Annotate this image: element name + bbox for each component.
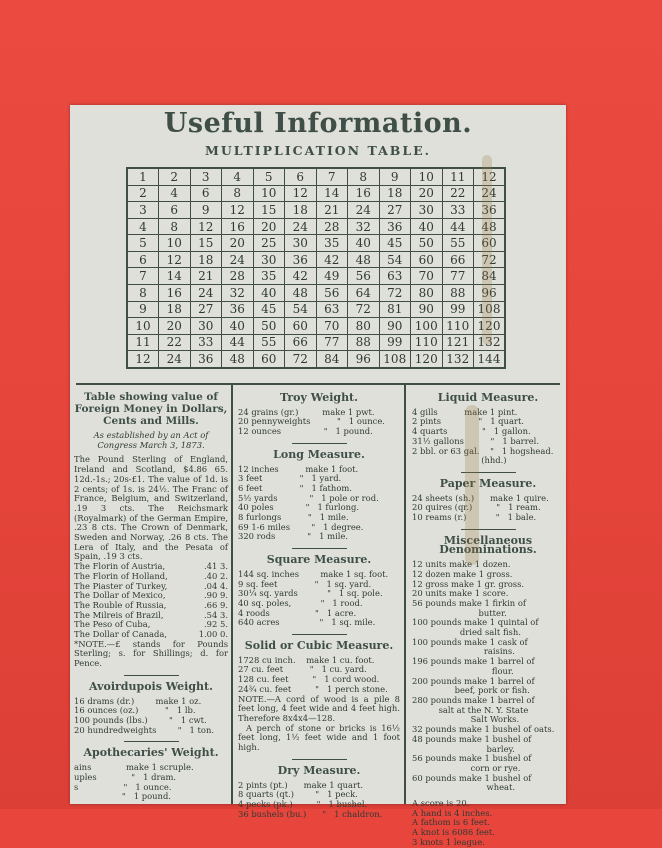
table-cell: 27: [190, 301, 222, 318]
table-row: [127, 334, 505, 351]
list-item: 20 hundredweights " 1 ton.: [74, 724, 214, 735]
table-cell: 20: [411, 185, 443, 202]
list-item: 10 reams (r.) " 1 bale.: [412, 512, 537, 523]
table-cell: 12: [159, 251, 191, 268]
table-cell: 2: [159, 168, 191, 185]
list-item: 3 feet " 1 yard.: [238, 473, 342, 484]
page-title: Useful Information.: [163, 108, 473, 139]
list-item: 56 pounds make 1 bushel of: [412, 753, 532, 764]
table-cell: 81: [379, 301, 411, 318]
table-row: [127, 268, 505, 285]
column-divider: [404, 385, 406, 804]
currency-name: The Piaster of Turkey,: [74, 580, 168, 591]
table-cell: 5: [127, 235, 159, 252]
table-cell: 18: [159, 301, 191, 318]
table-cell: 120: [411, 351, 443, 368]
list-item: " 1 pound.: [74, 791, 171, 802]
list-item: 100 pounds (lbs.) " 1 cwt.: [74, 714, 207, 725]
list-item: 1728 cu inch. make 1 cu. foot.: [238, 654, 375, 665]
list-item: 12 units make 1 dozen.: [412, 559, 511, 570]
table-cell: 10: [411, 168, 443, 185]
table-cell: 42: [285, 268, 317, 285]
table-cell: 36: [379, 218, 411, 235]
list-item: 4 roods " 1 acre.: [238, 607, 357, 618]
table-cell: 35: [316, 235, 348, 252]
list-item: raisins.: [412, 646, 515, 657]
list-item: 200 pounds make 1 barrel of: [412, 675, 535, 686]
list-item: 128 cu. feet " 1 cord wood.: [238, 674, 380, 685]
table-cell: 50: [411, 235, 443, 252]
table-cell: 22: [159, 334, 191, 351]
table-cell: 84: [474, 268, 506, 285]
table-cell: 45: [253, 301, 285, 318]
currency-value: .54 3.: [204, 609, 228, 620]
money-column: [74, 389, 228, 802]
list-item: 640 acres " 1 sq. mile.: [238, 617, 376, 628]
table-cell: 14: [316, 185, 348, 202]
table-cell: 80: [348, 318, 380, 335]
divider: [124, 675, 179, 676]
table-cell: 9: [190, 202, 222, 219]
money-act-line: As established by an Act of Congress March 3, 1873.: [93, 430, 209, 450]
currency-value: .41 3.: [204, 561, 228, 572]
troy-rows: [238, 408, 400, 437]
list-item: beef, pork or fish.: [412, 685, 530, 696]
table-cell: 32: [222, 285, 254, 302]
column-divider: [231, 385, 233, 804]
list-item: barley.: [412, 743, 515, 754]
liquid-measure-heading: Liquid Measure.: [437, 391, 539, 404]
table-cell: 8: [127, 285, 159, 302]
list-item: 16 ounces (oz.) " 1 lb.: [74, 705, 196, 716]
table-cell: 10: [253, 185, 285, 202]
table-row: [127, 285, 505, 302]
table-cell: 25: [253, 235, 285, 252]
table-cell: 24: [348, 202, 380, 219]
list-item: s " 1 ounce.: [74, 781, 172, 792]
table-cell: 36: [474, 202, 506, 219]
table-cell: 12: [474, 168, 506, 185]
table-cell: 60: [285, 318, 317, 335]
table-cell: 28: [316, 218, 348, 235]
table-cell: 33: [442, 202, 474, 219]
table-cell: 55: [253, 334, 285, 351]
table-cell: 4: [127, 218, 159, 235]
list-item: 4 gills make 1 pint.: [412, 406, 518, 417]
table-cell: 3: [190, 168, 222, 185]
apothecaries-rows: [74, 763, 228, 802]
table-row: [127, 301, 505, 318]
table-cell: 72: [285, 351, 317, 368]
table-cell: 40: [411, 218, 443, 235]
table-cell: 66: [285, 334, 317, 351]
table-cell: 36: [190, 351, 222, 368]
table-cell: 20: [253, 218, 285, 235]
table-cell: 21: [316, 202, 348, 219]
list-item: 40 poles " 1 furlong.: [238, 502, 360, 513]
list-item: A fathom is 6 feet.: [412, 817, 490, 828]
table-cell: 99: [442, 301, 474, 318]
divider: [292, 443, 347, 444]
table-cell: 64: [348, 285, 380, 302]
multiplication-table: [126, 167, 506, 369]
table-cell: 6: [285, 168, 317, 185]
table-cell: 60: [411, 251, 443, 268]
table-cell: 24: [285, 218, 317, 235]
misc-rows: [412, 560, 564, 793]
table-cell: 120: [474, 318, 506, 335]
list-item: A score is 20.: [412, 798, 470, 809]
table-cell: 84: [316, 351, 348, 368]
table-cell: 16: [222, 218, 254, 235]
list-item: dried salt fish.: [412, 627, 521, 638]
table-cell: 60: [474, 235, 506, 252]
list-item: 20 quires (qr.) " 1 ream.: [412, 502, 541, 513]
list-item: 12 inches make 1 foot.: [238, 463, 359, 474]
list-item: 24¾ cu. feet " 1 perch stone.: [238, 683, 388, 694]
list-item: 69 1-6 miles " 1 degree.: [238, 521, 364, 532]
table-row: [127, 318, 505, 335]
currency-value: .90 9.: [204, 590, 228, 601]
table-cell: 35: [253, 268, 285, 285]
table-cell: 24: [222, 251, 254, 268]
table-cell: 4: [222, 168, 254, 185]
paper-measure-rows: [412, 494, 564, 523]
list-item: salt at the N. Y. State: [412, 704, 529, 715]
table-cell: 7: [127, 268, 159, 285]
section-divider: [76, 383, 560, 385]
table-cell: 9: [379, 168, 411, 185]
table-cell: 48: [348, 251, 380, 268]
table-cell: 6: [190, 185, 222, 202]
table-cell: 18: [379, 185, 411, 202]
avoirdupois-heading: Avoirdupois Weight.: [89, 679, 213, 693]
list-item: 280 pounds make 1 barrel of: [412, 694, 535, 705]
table-cell: 10: [159, 235, 191, 252]
money-rates: [74, 562, 228, 640]
table-cell: 99: [379, 334, 411, 351]
list-item: 9 sq. feet " 1 sq. yard.: [238, 578, 372, 589]
list-item: 2 bbl. or 63 gal. " 1 hogshead.: [412, 445, 554, 456]
table-cell: 42: [316, 251, 348, 268]
apothecaries-heading: Apothecaries' Weight.: [83, 746, 219, 760]
table-cell: 56: [316, 285, 348, 302]
list-item: 40 sq. poles, " 1 rood.: [238, 597, 363, 608]
table-cell: 108: [379, 351, 411, 368]
table-cell: 63: [379, 268, 411, 285]
dry-measure-heading: Dry Measure.: [277, 763, 361, 777]
list-item: 30¼ sq. yards " 1 sq. pole.: [238, 588, 383, 599]
list-item: 60 pounds make 1 bushel of: [412, 772, 532, 783]
troy-heading: Troy Weight.: [280, 391, 358, 404]
list-item: 16 drams (dr.) make 1 oz.: [74, 695, 202, 706]
list-item: 2 pints " 1 quart.: [412, 416, 524, 427]
table-cell: 8: [348, 168, 380, 185]
table-cell: 30: [285, 235, 317, 252]
table-cell: 44: [222, 334, 254, 351]
list-item: (hhd.): [412, 455, 507, 466]
table-cell: 63: [316, 301, 348, 318]
list-item: 36 bushels (bu.) " 1 chaldron.: [238, 808, 383, 819]
money-heading: Table showing value of Foreign Money in Dollars, Cents and Mills.: [74, 391, 228, 427]
list-item: 24 sheets (sh.) make 1 quire.: [412, 492, 549, 503]
table-cell: 72: [474, 251, 506, 268]
table-cell: 49: [316, 268, 348, 285]
list-item: Salt Works.: [412, 714, 520, 725]
table-cell: 110: [411, 334, 443, 351]
currency-value: .04 4.: [204, 580, 228, 591]
table-cell: 48: [474, 218, 506, 235]
table-cell: 7: [316, 168, 348, 185]
list-item: 4 pecks (pk.) " 1 bushel.: [238, 798, 368, 809]
currency-name: The Florin of Holland,: [74, 570, 168, 581]
avoirdupois-rows: [74, 697, 228, 736]
long-measure-heading: Long Measure.: [273, 447, 365, 461]
table-cell: 14: [159, 268, 191, 285]
page-subtitle: MULTIPLICATION TABLE.: [204, 143, 432, 158]
table-row: [127, 218, 505, 235]
table-cell: 12: [127, 351, 159, 368]
table-cell: 48: [222, 351, 254, 368]
list-item: 4 quarts " 1 gallon.: [412, 426, 531, 437]
table-cell: 24: [159, 351, 191, 368]
table-cell: 16: [348, 185, 380, 202]
table-cell: 132: [474, 334, 506, 351]
table-cell: 16: [159, 285, 191, 302]
table-row: [127, 202, 505, 219]
list-item: uples " 1 dram.: [74, 771, 177, 782]
list-item: 8 quarts (qt.) " 1 peck.: [238, 789, 358, 800]
table-cell: 18: [190, 251, 222, 268]
measures-column: [238, 389, 400, 819]
table-cell: 6: [159, 202, 191, 219]
list-item: 32 pounds make 1 bushel of oats.: [412, 724, 555, 735]
divider: [124, 741, 179, 742]
divider: [292, 634, 347, 635]
table-cell: 32: [348, 218, 380, 235]
table-cell: 56: [348, 268, 380, 285]
square-measure-heading: Square Measure.: [266, 553, 372, 567]
misc-heading: Miscellaneous Denominations.: [439, 533, 537, 557]
list-item: 24 grains (gr.) make 1 pwt.: [238, 406, 375, 417]
list-item: 144 sq. inches make 1 sq. foot.: [238, 568, 389, 579]
table-cell: 10: [127, 318, 159, 335]
table-cell: 9: [127, 301, 159, 318]
currency-value: .66 9.: [204, 599, 228, 610]
table-cell: 8: [222, 185, 254, 202]
table-cell: 88: [348, 334, 380, 351]
list-item: A hand is 4 inches.: [412, 807, 493, 818]
table-cell: 144: [474, 351, 506, 368]
table-cell: 70: [316, 318, 348, 335]
table-row: [127, 185, 505, 202]
list-item: wheat.: [412, 782, 516, 793]
table-cell: 12: [190, 218, 222, 235]
misc-column: [412, 389, 564, 848]
table-cell: 96: [348, 351, 380, 368]
table-cell: 40: [348, 235, 380, 252]
list-item: butter.: [412, 607, 507, 618]
list-item: 8 furlongs " 1 mile.: [238, 512, 349, 523]
table-cell: 80: [411, 285, 443, 302]
table-cell: 20: [222, 235, 254, 252]
list-item: 12 gross make 1 gr. gross.: [412, 578, 525, 589]
solid-measure-heading: Solid or Cubic Measure.: [244, 639, 394, 653]
currency-value: .40 2.: [204, 570, 228, 581]
currency-name: The Peso of Cuba,: [74, 619, 151, 630]
table-cell: 55: [442, 235, 474, 252]
table-cell: 48: [285, 285, 317, 302]
divider: [292, 548, 347, 549]
table-cell: 15: [253, 202, 285, 219]
table-cell: 72: [379, 285, 411, 302]
list-item: 48 pounds make 1 bushel of: [412, 733, 532, 744]
currency-name: The Rouble of Russia,: [74, 599, 167, 610]
table-cell: 70: [411, 268, 443, 285]
table-cell: 2: [127, 185, 159, 202]
table-cell: 33: [190, 334, 222, 351]
useful-information-page: [70, 105, 566, 847]
table-cell: 96: [474, 285, 506, 302]
currency-name: The Milreis of Brazil,: [74, 609, 164, 620]
money-body: The Pound Sterling of England, Ireland and Scotland, $4.86 65. 12d.-1s.; 20s-£1. The value of 1d. is 2 cents; of 1s. is 24½. The Franc of France, Belgium, and Switzerland, .19 3 cts. The Reichsmark (Royalmark) of the German Empire, .23 8 cts. The Crown of Denmark, Sweden and Norway, .26 8 cts. The Lera of Italy, and the Pesata of Spain, .19 3 cts.: [74, 454, 228, 562]
table-cell: 3: [127, 202, 159, 219]
table-cell: 30: [190, 318, 222, 335]
table-cell: 12: [285, 185, 317, 202]
list-item: 320 rods " 1 mile.: [238, 531, 349, 542]
table-row: [127, 235, 505, 252]
solid-measure-note-perch: A perch of stone or bricks is 16½ feet long, 1½ feet wide and 1 foot high.: [238, 722, 400, 753]
table-cell: 27: [379, 202, 411, 219]
paper-measure-heading: Paper Measure.: [439, 476, 537, 490]
table-cell: 30: [411, 202, 443, 219]
table-cell: 5: [253, 168, 285, 185]
table-cell: 100: [411, 318, 443, 335]
table-cell: 54: [285, 301, 317, 318]
table-cell: 121: [442, 334, 474, 351]
table-cell: 6: [127, 251, 159, 268]
table-cell: 24: [474, 185, 506, 202]
list-item: 196 pounds make 1 barrel of: [412, 656, 535, 667]
table-cell: 12: [222, 202, 254, 219]
table-cell: 60: [253, 351, 285, 368]
list-item: 2 pints (pt.) make 1 quart.: [238, 779, 364, 790]
table-cell: 21: [190, 268, 222, 285]
list-item: 20 units make 1 score.: [412, 588, 509, 599]
list-item: flour.: [412, 665, 514, 676]
table-cell: 77: [442, 268, 474, 285]
table-row: [127, 351, 505, 368]
table-cell: 110: [442, 318, 474, 335]
liquid-measure-rows: [412, 408, 564, 466]
table-cell: 77: [316, 334, 348, 351]
list-item: 6 feet " 1 fathom.: [238, 482, 352, 493]
water-stain: [482, 155, 492, 345]
table-cell: 4: [159, 185, 191, 202]
table-cell: 1: [127, 168, 159, 185]
table-cell: 36: [222, 301, 254, 318]
table-cell: 88: [442, 285, 474, 302]
table-cell: 90: [379, 318, 411, 335]
table-cell: 30: [253, 251, 285, 268]
table-cell: 50: [253, 318, 285, 335]
table-cell: 15: [190, 235, 222, 252]
water-stain: [465, 405, 479, 565]
table-cell: 24: [190, 285, 222, 302]
square-measure-rows: [238, 570, 400, 628]
table-cell: 66: [442, 251, 474, 268]
table-cell: 132: [442, 351, 474, 368]
list-item: 12 ounces " 1 pound.: [238, 426, 373, 437]
currency-name: The Dollar of Canada,: [74, 629, 167, 640]
table-cell: 8: [159, 218, 191, 235]
table-row: [127, 168, 505, 185]
table-cell: 90: [411, 301, 443, 318]
dry-measure-rows: [238, 781, 400, 820]
misc-extra-rows: [412, 799, 564, 848]
currency-value: 1.00 0.: [198, 629, 228, 640]
currency-name: The Florin of Austria,: [74, 561, 166, 572]
list-item: 56 pounds make 1 firkin of: [412, 597, 526, 608]
table-cell: 11: [127, 334, 159, 351]
list-item: ains make 1 scruple.: [74, 762, 194, 773]
list-item: 12 dozen make 1 gross.: [412, 568, 513, 579]
list-item: A knot is 6086 feet.: [412, 827, 495, 838]
list-item: corn or rye.: [412, 762, 521, 773]
table-cell: 36: [285, 251, 317, 268]
table-cell: 18: [285, 202, 317, 219]
divider: [292, 759, 347, 760]
table-cell: 44: [442, 218, 474, 235]
table-cell: 22: [442, 185, 474, 202]
currency-name: The Dollar of Mexico,: [74, 590, 166, 601]
list-item: 20 pennyweights " 1 ounce.: [238, 416, 385, 427]
list-item: 27 cu. feet " 1 cu. yard.: [238, 664, 367, 675]
money-note: *NOTE.—£ stands for Pounds Sterling; s. for Shillings; d. for Pence.: [74, 638, 228, 669]
long-measure-rows: [238, 465, 400, 543]
solid-measure-rows: [238, 656, 400, 695]
currency-value: .92 5.: [204, 619, 228, 630]
table-cell: 11: [442, 168, 474, 185]
list-item: 5½ yards " 1 pole or rod.: [238, 492, 379, 503]
table-cell: 40: [253, 285, 285, 302]
table-row: [127, 251, 505, 268]
table-cell: 72: [348, 301, 380, 318]
table-cell: 54: [379, 251, 411, 268]
solid-measure-note: NOTE.—A cord of wood is a pile 8 feet long, 4 feet wide and 4 feet high. Therefore 8x4x4—128.: [238, 693, 400, 723]
list-item: 100 pounds make 1 quintal of: [412, 617, 539, 628]
table-cell: 20: [159, 318, 191, 335]
list-item: 3 knots 1 league.: [412, 836, 485, 847]
table-cell: 28: [222, 268, 254, 285]
table-cell: 108: [474, 301, 506, 318]
table-cell: 45: [379, 235, 411, 252]
table-cell: 40: [222, 318, 254, 335]
list-item: 31½ gallons " 1 barrel.: [412, 435, 539, 446]
list-item: 100 pounds make 1 cask of: [412, 636, 528, 647]
